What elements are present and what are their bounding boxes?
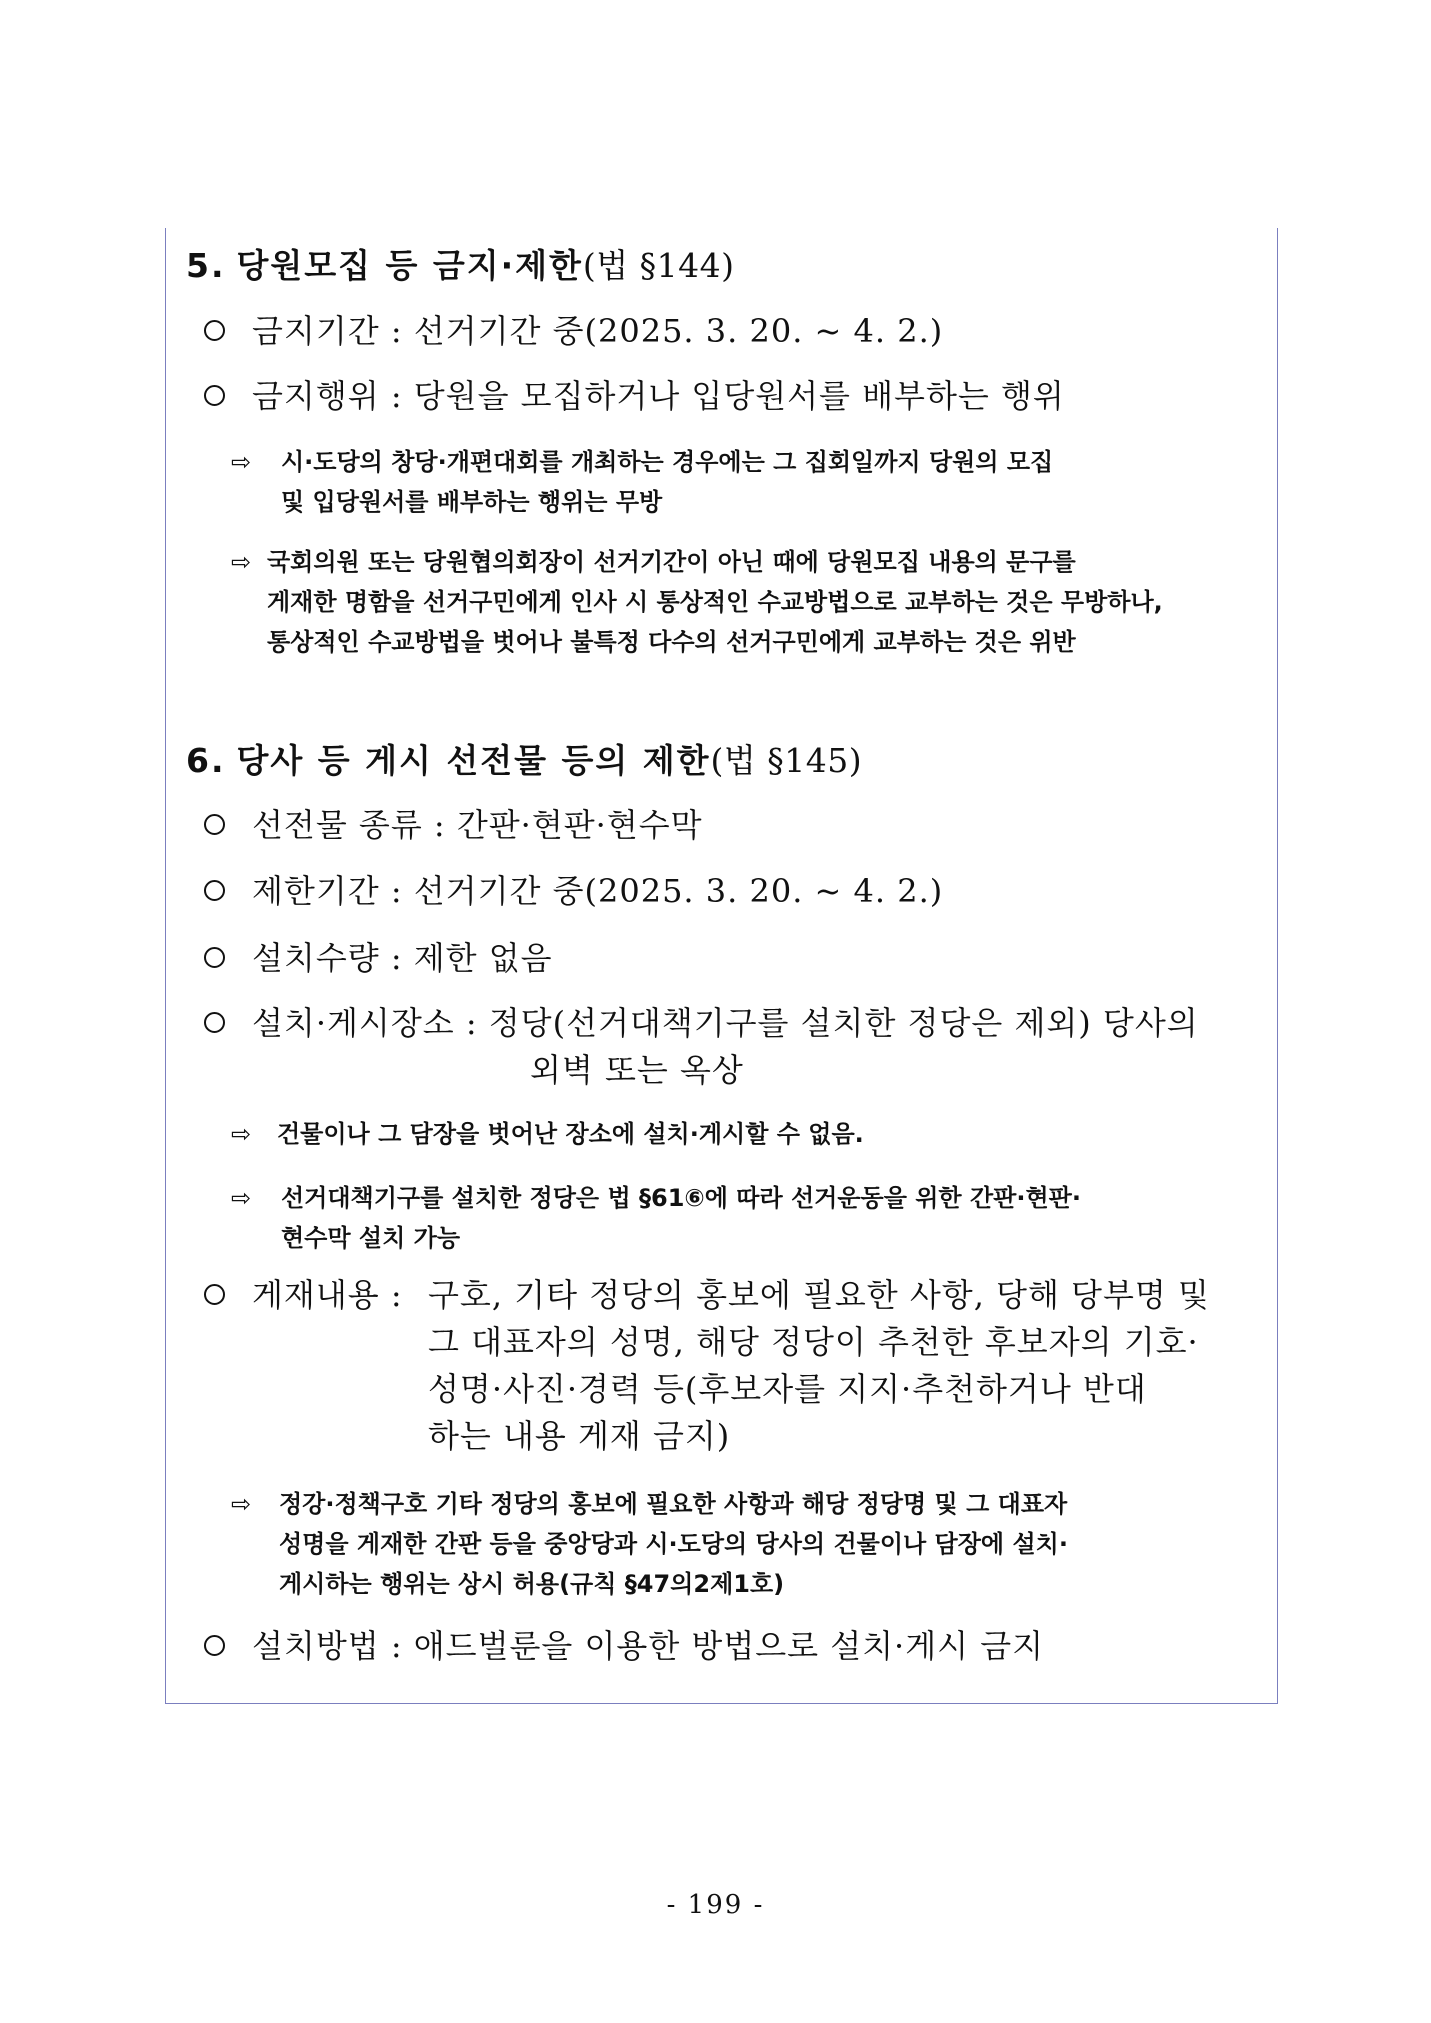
section-5-ref: (법 §144) [582, 246, 735, 285]
section-5-number: 5. [186, 246, 226, 285]
section-5-title: 당원모집 등 금지·제한 [236, 246, 583, 285]
circle-bullet-icon [204, 1012, 225, 1033]
section-5-heading [186, 240, 735, 287]
section-6-heading [186, 735, 862, 782]
circle-bullet-icon [204, 947, 225, 968]
arrow-right-icon: ⇨ [231, 448, 252, 476]
circle-bullet-icon [204, 1635, 225, 1656]
arrow-right-icon: ⇨ [231, 548, 252, 576]
circle-bullet-icon [204, 1284, 225, 1305]
section-6-number: 6. [186, 741, 226, 780]
arrow-right-icon: ⇨ [231, 1490, 252, 1518]
circle-bullet-icon [204, 880, 225, 901]
circle-bullet-icon [204, 320, 225, 341]
circle-bullet-icon [204, 385, 225, 406]
section-6-title: 당사 등 게시 선전물 등의 제한 [236, 741, 711, 780]
page-number: - 199 - [666, 1890, 765, 1920]
arrow-right-icon: ⇨ [231, 1184, 252, 1212]
circle-bullet-icon [204, 814, 225, 835]
arrow-right-icon: ⇨ [231, 1120, 252, 1148]
section-6-ref: (법 §145) [710, 741, 863, 780]
